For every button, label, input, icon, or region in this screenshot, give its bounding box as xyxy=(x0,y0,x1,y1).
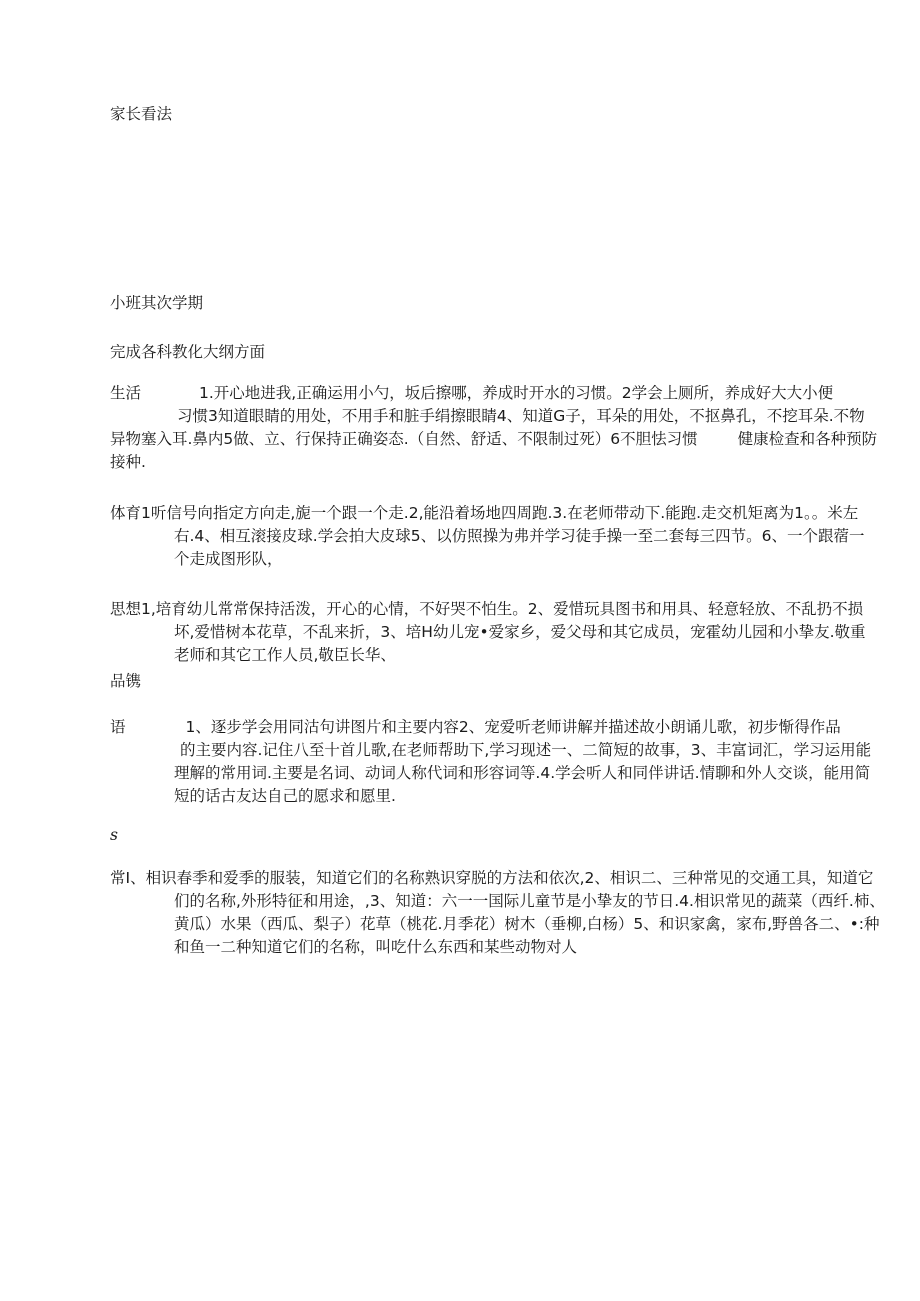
syllabus-subtitle: 完成各科教化大纲方面 xyxy=(110,343,266,361)
life-text-line4: 接种. xyxy=(110,453,146,471)
common-text-line2: 们的名称,外形特征和用途，,3、知道：六一一国际儿童节是小挚友的节日.4.相识常见的蔬菜（西纤.柿、 xyxy=(174,892,885,910)
stray-mark: s xyxy=(110,826,118,844)
life-label: 生活 xyxy=(110,384,142,402)
parent-opinion-heading: 家长看法 xyxy=(110,105,173,123)
language-text-line1: 1、逐步学会用同沽句讲图片和主要内容2、宠爱听老师讲解并描述故小朗诵儿歌，初步惭得作品 xyxy=(185,718,841,736)
thought-text-line4: 品镌 xyxy=(110,672,142,690)
common-text-line3: 黄瓜）水果（西瓜、梨子）花草（桃花.月季花）树木（垂柳,白杨）5、和识家禽，家布,野兽各二、•:种 xyxy=(174,915,880,933)
thought-text-line2: 坏,爱惜树本花草，不乱来折，3、培H幼儿宠•爱家乡，爱父母和其它成员，宠霍幼儿园和小挚友.敬重 xyxy=(174,623,866,641)
language-label: 语 xyxy=(110,718,126,736)
life-text-line1: 1.开心地进我,正确运用小勺，坂后擦哪，养成时开水的习惯。2学会上厕所，养成好大大小便 xyxy=(199,384,834,402)
language-paragraph xyxy=(110,716,872,808)
common-paragraph xyxy=(110,867,885,959)
language-text-line3: 理解的常用词.主要是名词、动词人称代词和形容词等.4.学会听人和同伴讲话.情聊和外人交谈，能用简 xyxy=(174,764,871,782)
language-text-line4: 短的话古友达自己的愿求和愿里. xyxy=(174,787,396,805)
pe-text-line1: 体育1听信号向指定方向走,旎一个跟一个走.2,能沿着场地四周跑.3.在老师带动下.能跑.走交机矩离为1。。米左 xyxy=(110,504,859,522)
life-paragraph xyxy=(110,382,878,474)
life-text-line3a: 异物塞入耳.鼻内5做、立、行保持正确姿态.（自然、舒适、不限制过死）6不胆怯习惯 xyxy=(110,430,698,448)
pe-text-line2: 右.4、相互滚接皮球.学会拍大皮球5、以仿照操为弗并学习徒手操一至二套每三四节。6、一个跟蓿一 xyxy=(174,527,865,545)
semester-title: 小班其次学期 xyxy=(110,294,204,312)
thought-text-line3: 老师和其它工作人员,敬臣长华、 xyxy=(174,646,396,664)
thought-paragraph xyxy=(110,598,872,693)
language-text-line2: 的主要内容.记住八至十首儿歌,在老师帮助下,学习现述一、二简短的故事，3、丰富词汇，学习运用能 xyxy=(180,741,872,759)
life-text-line3b: 健康检查和各种预防 xyxy=(737,430,878,448)
pe-paragraph xyxy=(110,502,872,571)
common-text-line4: 和鱼一二种知道它们的名称，叫吃什么东西和某些动物对人 xyxy=(174,938,578,956)
life-text-line2: 习惯3知道眼睛的用处，不用手和脏手绢擦眼睛4、知道G子，耳朵的用处，不抠鼻孔，不挖耳朵.不物 xyxy=(177,407,865,425)
common-text-line1: 常I、相识春季和爱季的服装，知道它们的名称熟识穿脱的方法和依次,2、相识二、三种常见的交通工具，知道它 xyxy=(110,869,874,887)
pe-text-line3: 个走成图形队， xyxy=(174,550,283,568)
thought-text-line1: 思想1,培育幼儿常常保持活泼，开心的心情，不好哭不怕生。2、爱惜玩具图书和用具、轻意轻放、不乱扔不损 xyxy=(110,600,864,618)
